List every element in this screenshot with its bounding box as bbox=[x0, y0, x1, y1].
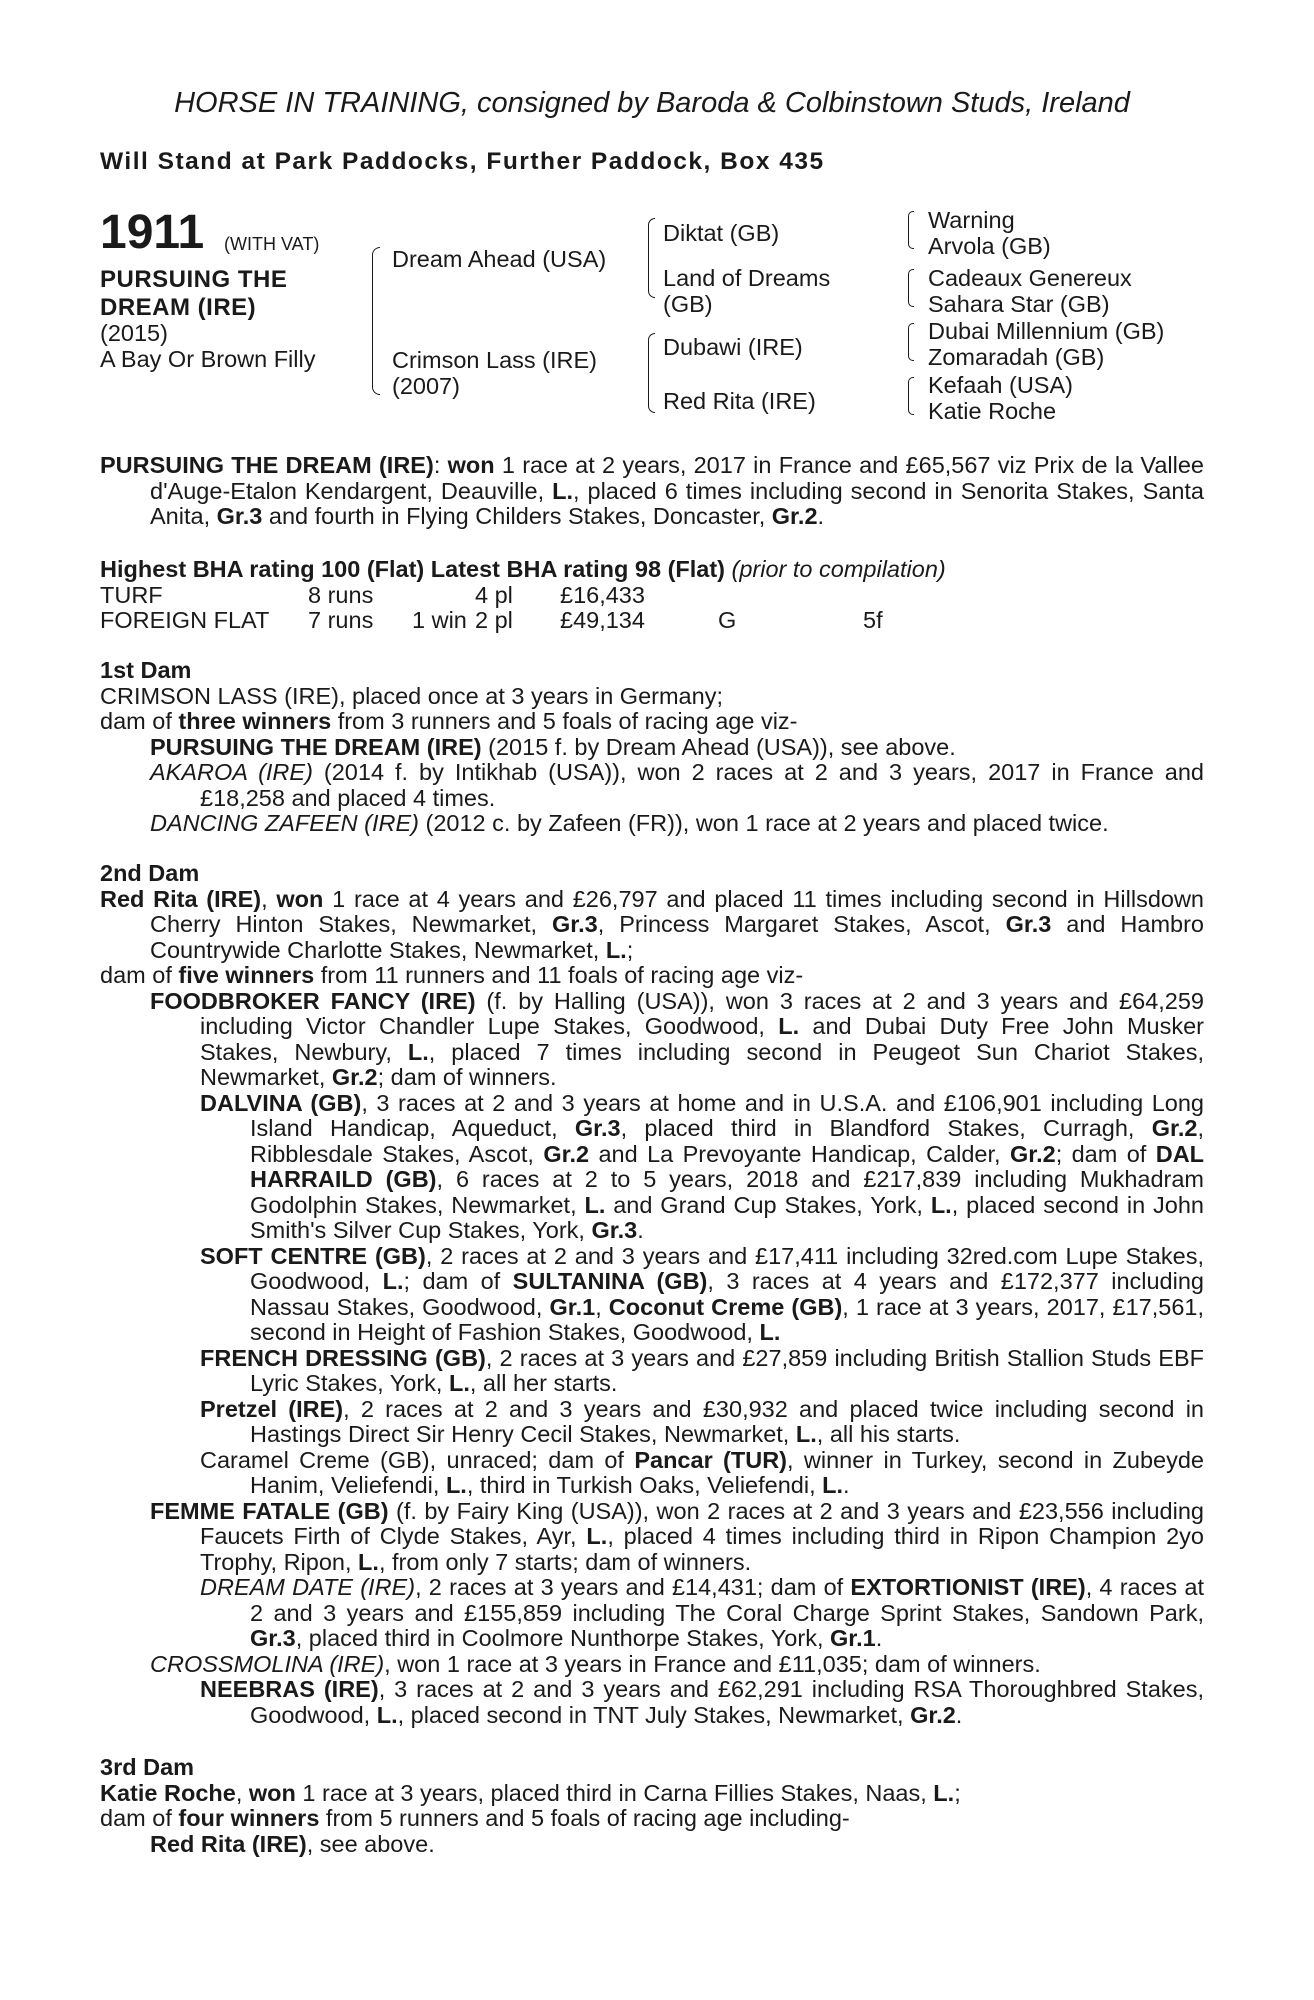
pedigree-brace-main bbox=[372, 247, 380, 395]
rating-note: (prior to compilation) bbox=[731, 556, 946, 582]
first-dam-section: 1st Dam CRIMSON LASS (IRE), placed once at 3 years in Germany; dam of three winners from 3 runners and 5 foals of racing age viz- PURSUING THE DREAM (IRE) (2015 f. by Dream Ahead (USA)), see above. AKAROA (IRE) (2014 f. by Intikhab (USA)), won 2 races at 2 and 3 years, 2017 in France and £18,258 and placed 4 times. DANCING ZAFEEN (IRE) (2012 c. by Zafeen (FR)), won 1 race at 2 years and placed twice. bbox=[100, 657, 1204, 836]
pedigree-sire-dam-line1: Land of Dreams bbox=[663, 265, 831, 291]
stand-location: Will Stand at Park Paddocks, Further Paddock, Box 435 bbox=[100, 148, 825, 175]
summary-horse-name: PURSUING THE DREAM (IRE) bbox=[100, 452, 434, 478]
ratings-block bbox=[100, 557, 1204, 634]
second-dam-section: 2nd Dam Red Rita (IRE), won 1 race at 4 years and £26,797 and placed 11 times including second in Hillsdown Cherry Hinton Stakes, Newmarket, Gr.3, Princess Margaret Stakes, Ascot, Gr.3 and Hambro Countrywide Charlotte Stakes, Newmarket, L.; dam of five winners from 11 runners and 11 foals of racing age viz- FOODBROKER FANCY (IRE) (f. by Halling (USA)), won 3 races at 2 and 3 years and £64,259 including Victor Chandler Lupe Stakes, Goodwood, L. and Dubai Duty Free John Musker Stakes, Newbury, L., placed 7 times including second in Peugeot Sun Chariot Stakes, Newmarket, Gr.2; dam of winners. DALVINA (GB), 3 races at 2 and 3 years at home and in U.S.A. and £106,901 including Long Island Handicap, Aqueduct, Gr.3, placed third in Blandford Stakes, Curragh, Gr.2, Ribblesdale Stakes, Ascot, Gr.2 and La Prevoyante Handicap, Calder, Gr.2; dam of DAL HARRAILD (GB), 6 races at 2 to 5 years, 2018 and £217,839 including Mukhadram Godolphin Stakes, Newmarket, L. and Grand Cup Stakes, York, L., placed second in John Smith's Silver Cup Stakes, York, Gr.3. SOFT CENTRE (GB), 2 races at 2 and 3 years and £17,411 including 32red.com Lupe Stakes, Goodwood, L.; dam of SULTANINA (GB), 3 races at 4 years and £172,377 including Nassau Stakes, Goodwood, Gr.1, Coconut Creme (GB), 1 race at 3 years, 2017, £17,561, second in Height of Fashion Stakes, Goodwood, L. FRENCH DRESSING (GB), 2 races at 3 years and £27,859 including British Stallion Studs EBF Lyric Stakes, York, L., all her starts. Pretzel (IRE), 2 races at 2 and 3 years and £30,932 and placed twice including second in Hastings Direct Sir Henry Cecil Stakes, Newmarket, L., all his starts. Caramel Creme (GB), unraced; dam of Pancar (TUR), winner in Turkey, second in Zubeyde Hanim, Veliefendi, L., third in Turkish Oaks, Veliefendi, L.. FEMME FATALE (GB) (f. by Fairy King (USA)), won 2 races at 2 and 3 years and £23,556 including Faucets Firth of Clyde Stakes, Ayr, L., placed 4 times including third in Ripon Champion 2yo Trophy, Ripon, L., from only 7 starts; dam of winners. DREAM DATE (IRE), 2 races at 3 years and £14,431; dam of EXTORTIONIST (IRE), 4 races at 2 and 3 years and £155,859 including The Coral Charge Sprint Stakes, Sandown Park, Gr.3, placed third in Coolmore Nunthorpe Stakes, York, Gr.1. CROSSMOLINA (IRE), won 1 race at 3 years in France and £11,035; dam of winners. NEEBRAS (IRE), 3 races at 2 and 3 years and £62,291 including RSA Thoroughbred Stakes, Goodwood, L., placed second in TNT July Stakes, Newmarket, Gr.2. bbox=[100, 860, 1205, 1728]
pedigree-sdd: Sahara Star (GB) bbox=[928, 291, 1110, 317]
consignor-title: HORSE IN TRAINING, consigned by Baroda & Colbinstown Studs, Ireland bbox=[174, 87, 1130, 119]
produce-record: FEMME FATALE (GB) (f. by Fairy King (USA)), won 2 races at 2 and 3 years and £23,556 including Faucets Firth of Clyde Stakes, Ayr, L., placed 4 times including third in Ripon Champion 2yo Trophy, Ripon, L., from only 7 starts; dam of winners. bbox=[150, 1497, 1204, 1575]
pedigree-dds: Kefaah (USA) bbox=[928, 372, 1073, 398]
pedigree-dss: Dubai Millennium (GB) bbox=[928, 318, 1165, 344]
ratings-row: TURF 8 runs 4 pl £16,433 bbox=[100, 581, 645, 608]
pedigree-brace-sd bbox=[908, 269, 914, 307]
third-dam-heading: 3rd Dam bbox=[100, 1754, 195, 1780]
pedigree-sire-sire: Diktat (GB) bbox=[663, 220, 780, 246]
race-summary: PURSUING THE DREAM (IRE): won 1 race at 2 years, 2017 in France and £65,567 viz Prix de la Vallee d'Auge-Etalon Kendargent, Deauville, L., placed 6 times including second in Senorita Stakes, Santa Anita, Gr.3 and fourth in Flying Childers Stakes, Doncaster, Gr.2. bbox=[100, 452, 1204, 529]
foaling-year: (2015) bbox=[100, 320, 168, 346]
produce-record: SOFT CENTRE (GB), 2 races at 2 and 3 years and £17,411 including 32red.com Lupe Stakes, Goodwood, L.; dam of SULTANINA (GB), 3 races at 4 years and £172,377 including Nassau Stakes, Goodwood, Gr.1, Coconut Creme (GB), 1 race at 3 years, 2017, £17,561, second in Height of Fashion Stakes, Goodwood, L. bbox=[200, 1242, 1205, 1345]
produce-record: Pretzel (IRE), 2 races at 2 and 3 years and £30,932 and placed twice including second in Hastings Direct Sir Henry Cecil Stakes, Newmarket, L., all his starts. bbox=[200, 1395, 1204, 1447]
lot-number: 1911 bbox=[100, 206, 205, 259]
pedigree-sss: Warning bbox=[928, 207, 1015, 233]
pedigree-brace-ds bbox=[908, 323, 914, 361]
produce-record: Caramel Creme (GB), unraced; dam of Pancar (TUR), winner in Turkey, second in Zubeyde Hanim, Veliefendi, L., third in Turkish Oaks, Veliefendi, L.. bbox=[200, 1446, 1204, 1498]
pedigree-dam-dam: Red Rita (IRE) bbox=[663, 388, 816, 414]
produce-record: NEEBRAS (IRE), 3 races at 2 and 3 years and £62,291 including RSA Thoroughbred Stakes, Goodwood, L., placed second in TNT July Stakes, Newmarket, Gr.2. bbox=[200, 1676, 1204, 1728]
pedigree-dam-line2: (2007) bbox=[392, 373, 460, 399]
ratings-table bbox=[100, 583, 1204, 634]
summary-won: won bbox=[447, 452, 495, 478]
vat-note: (WITH VAT) bbox=[224, 234, 320, 254]
horse-name-line1: PURSUING THE bbox=[100, 266, 288, 293]
horse-name bbox=[100, 266, 287, 322]
ratings-row: FOREIGN FLAT 7 runs 1 win 2 pl £49,134 G 5f bbox=[100, 606, 883, 633]
pedigree-dsd: Zomaradah (GB) bbox=[928, 344, 1105, 370]
pedigree-brace-dd bbox=[908, 377, 914, 415]
produce-record: DALVINA (GB), 3 races at 2 and 3 years at home and in U.S.A. and £106,901 including Long Island Handicap, Aqueduct, Gr.3, placed third in Blandford Stakes, Curragh, Gr.2, Ribblesdale Stakes, Ascot, Gr.2 and La Prevoyante Handicap, Calder, Gr.2; dam of DAL HARRAILD (GB), 6 races at 2 to 5 years, 2018 and £217,839 including Mukhadram Godolphin Stakes, Newmarket, L. and Grand Cup Stakes, York, L., placed second in John Smith's Silver Cup Stakes, York, Gr.3. bbox=[200, 1089, 1205, 1243]
produce-record: PURSUING THE DREAM (IRE) (2015 f. by Dream Ahead (USA)), see above. bbox=[150, 733, 956, 760]
pedigree-brace-dam bbox=[648, 333, 655, 413]
pedigree-brace-ss bbox=[908, 211, 914, 249]
bha-rating: Highest BHA rating 100 (Flat) Latest BHA rating 98 (Flat) (prior to compilation) bbox=[100, 556, 946, 582]
produce-record: FOODBROKER FANCY (IRE) (f. by Halling (USA)), won 3 races at 2 and 3 years and £64,259 including Victor Chandler Lupe Stakes, Goodwood, L. and Dubai Duty Free John Musker Stakes, Newbury, L., placed 7 times including second in Peugeot Sun Chariot Stakes, Newmarket, Gr.2; dam of winners. bbox=[150, 987, 1204, 1090]
horse-description: A Bay Or Brown Filly bbox=[100, 346, 316, 372]
horse-name-line2: DREAM (IRE) bbox=[100, 294, 257, 321]
pedigree-sire-dam-line2: (GB) bbox=[663, 291, 713, 317]
pedigree-sire: Dream Ahead (USA) bbox=[392, 246, 607, 272]
produce-record: AKAROA (IRE) (2014 f. by Intikhab (USA)), won 2 races at 2 and 3 years, 2017 in France and £18,258 and placed 4 times. bbox=[150, 759, 1204, 811]
pedigree-sds: Cadeaux Genereux bbox=[928, 265, 1132, 291]
pedigree-ddd: Katie Roche bbox=[928, 398, 1057, 424]
pedigree-dam-line1: Crimson Lass (IRE) bbox=[392, 347, 598, 373]
produce-record: FRENCH DRESSING (GB), 2 races at 3 years and £27,859 including British Stallion Studs EBF Lyric Stakes, York, L., all her starts. bbox=[200, 1344, 1204, 1396]
pedigree-ssd: Arvola (GB) bbox=[928, 233, 1051, 259]
produce-record: DANCING ZAFEEN (IRE) (2012 c. by Zafeen (FR)), won 1 race at 2 years and placed twice. bbox=[150, 810, 1109, 836]
first-dam-heading: 1st Dam bbox=[100, 657, 192, 683]
produce-record: Red Rita (IRE), see above. bbox=[150, 1830, 435, 1857]
produce-record: CROSSMOLINA (IRE), won 1 race at 3 years in France and £11,035; dam of winners. bbox=[150, 1650, 1041, 1677]
pedigree-brace-sire bbox=[648, 218, 655, 298]
third-dam-section: 3rd Dam Katie Roche, won 1 race at 3 years, placed third in Carna Fillies Stakes, Naas, L.; dam of four winners from 5 runners and 5 foals of racing age including- Red Rita (IRE), see above. bbox=[100, 1755, 1204, 1857]
produce-record: DREAM DATE (IRE), 2 races at 3 years and £14,431; dam of EXTORTIONIST (IRE), 4 races at 2 and 3 years and £155,859 including The Coral Charge Sprint Stakes, Sandown Park, Gr.3, placed third in Coolmore Nunthorpe Stakes, York, Gr.1. bbox=[200, 1574, 1204, 1651]
second-dam-heading: 2nd Dam bbox=[100, 860, 200, 886]
pedigree-dam-sire: Dubawi (IRE) bbox=[663, 334, 803, 360]
